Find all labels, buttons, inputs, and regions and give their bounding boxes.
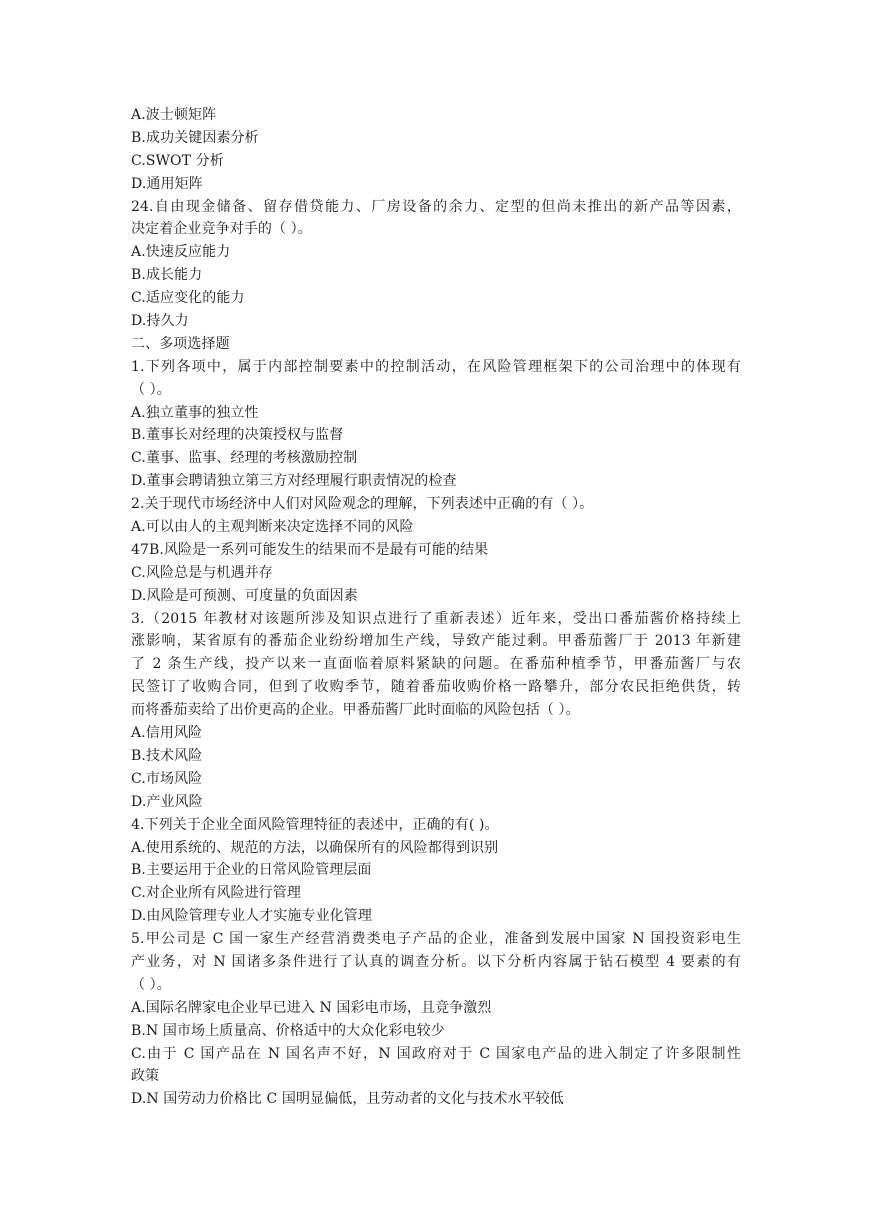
option-line: D.由风险管理专业人才实施专业化管理 (131, 908, 372, 925)
option-line: A.可以由人的主观判断来决定选择不同的风险 (131, 519, 414, 536)
question-24-line: 24.自由现金储备、留存借贷能力、厂房设备的余力、定型的但尚未推出的新产品等因素， (131, 198, 741, 215)
option-line: C.风险总是与机遇并存 (131, 564, 273, 581)
option-line: 政策 (131, 1068, 160, 1085)
option-line: C.由于 C 国产品在 N 国名声不好，N 国政府对于 C 国家电产品的进入制定了许多限制性 (131, 1045, 741, 1062)
option-line: B.董事长对经理的决策授权与监督 (131, 427, 344, 444)
option-line: C.对企业所有风险进行管理 (131, 885, 301, 902)
option-line: C.市场风险 (131, 770, 203, 787)
option-line: D.通用矩阵 (131, 175, 203, 192)
option-line: B.技术风险 (131, 747, 203, 764)
option-line: A.信用风险 (131, 725, 203, 742)
option-line: A.独立董事的独立性 (131, 404, 259, 421)
option-line: A.波士顿矩阵 (131, 107, 217, 123)
option-line: A.使用系统的、规范的方法，以确保所有的风险都得到识别 (131, 839, 499, 856)
option-line: C.适应变化的能力 (131, 290, 245, 307)
question-1-line: （ ）。 (131, 381, 171, 398)
question-3-line: 涨影响，某省原有的番茄企业纷纷增加生产线，导致产能过剩。甲番茄酱厂于 2013 年新建 (131, 633, 741, 650)
option-line: D.产业风险 (131, 793, 203, 810)
option-line: D.风险是可预测、可度量的负面因素 (131, 587, 358, 604)
option-line: D.N 国劳动力价格比 C 国明显偏低，且劳动者的文化与技术水平较低 (131, 1091, 564, 1108)
option-line: D.持久力 (131, 313, 189, 330)
question-1-line: 1.下列各项中，属于内部控制要素中的控制活动，在风险管理框架下的公司治理中的体现有 (131, 358, 741, 375)
option-line: B.成长能力 (131, 267, 203, 284)
option-line: B.成功关键因素分析 (131, 129, 259, 146)
question-3-line: 3.（2015 年教材对该题所涉及知识点进行了重新表述）近年来，受出口番茄酱价格持续上 (131, 610, 741, 627)
question-24-line: 决定着企业竞争对手的（ ）。 (131, 221, 312, 238)
question-5-line: （ ）。 (131, 976, 171, 993)
question-5-line: 5.甲公司是 C 国一家生产经营消费类电子产品的企业，准备到发展中国家 N 国投资彩电生 (131, 931, 741, 948)
question-4-line: 4.下列关于企业全面风险管理特征的表述中，正确的有( )。 (131, 816, 499, 833)
option-line: C.SWOT 分析 (131, 152, 224, 169)
question-2-line: 2.关于现代市场经济中人们对风险观念的理解，下列表述中正确的有（ ）。 (131, 496, 594, 513)
option-line: C.董事、监事、经理的考核激励控制 (131, 450, 358, 467)
option-line: A.国际名牌家电企业早已进入 N 国彩电市场，且竞争激烈 (131, 999, 492, 1016)
question-3-line: 而将番茄卖给了出价更高的企业。甲番茄酱厂此时面临的风险包括（ ）。 (131, 702, 580, 719)
document-page (131, 104, 741, 1111)
question-5-line: 产业务，对 N 国诸多条件进行了认真的调查分析。以下分析内容属于钻石模型 4 要素的有 (131, 953, 741, 970)
option-line: D.董事会聘请独立第三方对经理履行职责情况的检查 (131, 473, 457, 490)
option-line: B.主要运用于企业的日常风险管理层面 (131, 862, 372, 879)
option-line: A.快速反应能力 (131, 244, 231, 261)
option-line: 47B.风险是一系列可能发生的结果而不是最有可能的结果 (131, 541, 489, 558)
option-line: B.N 国市场上质量高、价格适中的大众化彩电较少 (131, 1022, 445, 1039)
question-3-line: 民签订了收购合同，但到了收购季节，随着番茄收购价格一路攀升，部分农民拒绝供货，转 (131, 679, 741, 696)
question-3-line: 了 2 条生产线，投产以来一直面临着原料紧缺的问题。在番茄种植季节，甲番茄酱厂与农 (131, 656, 741, 673)
section-heading: 二、多项选择题 (131, 335, 230, 352)
